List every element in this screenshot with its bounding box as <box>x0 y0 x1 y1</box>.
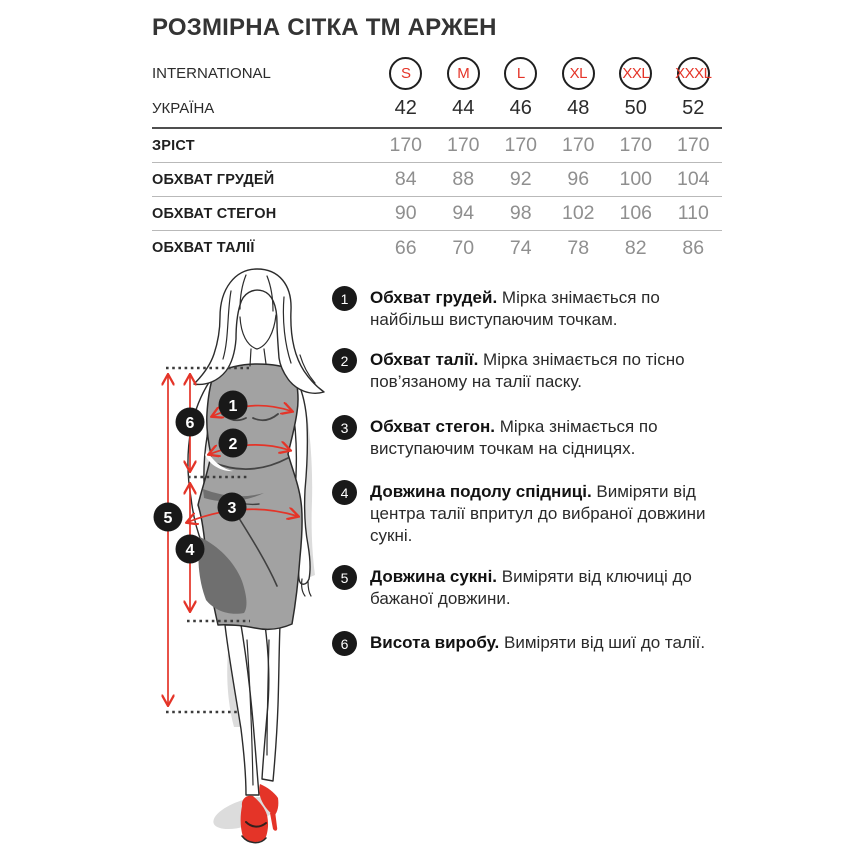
note-badge-1: 1 <box>332 286 357 311</box>
row-label: ОБХВАТ СТЕГОН <box>152 205 277 222</box>
table-cell: 82 <box>624 236 647 259</box>
svg-text:1: 1 <box>228 398 238 415</box>
size-badge-xl: XL <box>562 57 595 90</box>
page-title: РОЗМІРНА СІТКА ТМ АРЖЕН <box>152 14 497 41</box>
table-cell: 74 <box>509 236 532 259</box>
international-label: INTERNATIONAL <box>152 65 271 82</box>
leg <box>262 625 280 781</box>
ukraine-size: 44 <box>452 97 475 119</box>
note-badge-4: 4 <box>332 480 357 505</box>
table-cell: 88 <box>452 168 475 190</box>
table-cell: 90 <box>394 202 417 224</box>
table-cell: 78 <box>567 236 590 259</box>
size-badge-xxxl: XXXL <box>677 57 710 90</box>
figure-marker-1 <box>219 391 248 420</box>
table-row <box>152 197 722 231</box>
note-text: Довжина подолу спідниці. Виміряти від центра талії впритул до вибраної довжини сукні. <box>370 482 706 545</box>
svg-text:5: 5 <box>163 510 173 527</box>
table-cell: 100 <box>619 168 653 190</box>
table-cell: 84 <box>394 168 417 190</box>
table-cell: 98 <box>509 202 532 224</box>
table-cell: 66 <box>394 236 417 259</box>
figure-marker-3 <box>218 493 247 522</box>
ukraine-label: УКРАЇНА <box>152 100 215 117</box>
table-cell: 170 <box>389 134 423 156</box>
table-cell: 94 <box>452 202 475 224</box>
note-text: Обхват талії. Мірка знімається по тісно пов’язаному на талії паску. <box>370 350 685 391</box>
shoe-heel <box>270 811 277 831</box>
table-row <box>152 129 722 163</box>
table-cell: 110 <box>677 202 709 224</box>
svg-text:6: 6 <box>185 415 195 432</box>
face-outline <box>240 315 276 349</box>
note-item-1 <box>332 287 720 331</box>
ukraine-size: 50 <box>624 97 647 119</box>
size-badge-l: L <box>504 57 537 90</box>
ukraine-size: 46 <box>509 97 532 119</box>
table-cell: 170 <box>561 134 595 156</box>
leg <box>225 625 259 795</box>
figure-marker-6 <box>176 408 205 437</box>
row-label: ОБХВАТ ТАЛІЇ <box>152 240 255 256</box>
row-label: ЗРІСТ <box>152 137 195 154</box>
table-cell: 104 <box>676 168 710 190</box>
figure-marker-2 <box>219 429 248 458</box>
ukraine-size: 48 <box>567 97 590 119</box>
note-badge-3: 3 <box>332 415 357 440</box>
size-badge-s: S <box>389 57 422 90</box>
table-cell: 92 <box>509 168 532 190</box>
note-text: Висота виробу. Виміряти від шиї до талії. <box>370 633 706 652</box>
note-badge-6: 6 <box>332 631 357 656</box>
svg-text:2: 2 <box>228 436 238 453</box>
table-cell: 170 <box>619 134 653 156</box>
figure-marker-4 <box>176 535 205 564</box>
row-label: ОБХВАТ ГРУДЕЙ <box>152 171 275 188</box>
note-text: Обхват грудей. Мірка знімається по найбільш виступаючим точкам. <box>370 288 660 329</box>
note-badge-2: 2 <box>332 348 357 373</box>
size-badge-xxl: XXL <box>619 57 652 90</box>
note-item-3 <box>332 416 720 460</box>
measurements-table <box>152 127 722 265</box>
table-row <box>152 163 722 197</box>
table-cell: 106 <box>619 202 653 224</box>
table-cell: 170 <box>504 134 538 156</box>
size-header <box>152 56 722 126</box>
table-cell: 96 <box>567 168 590 190</box>
ukraine-size: 52 <box>682 97 705 119</box>
table-cell: 86 <box>682 236 705 259</box>
figure-illustration <box>140 255 332 850</box>
note-item-6 <box>332 632 720 656</box>
figure-marker-5 <box>154 503 183 532</box>
note-item-5 <box>332 566 720 610</box>
note-item-2 <box>332 349 720 393</box>
note-text: Довжина сукні. Виміряти від ключиці до бажаної довжини. <box>370 567 692 608</box>
svg-text:4: 4 <box>185 542 195 559</box>
table-cell: 102 <box>561 202 595 224</box>
note-badge-5: 5 <box>332 565 357 590</box>
ukraine-size: 42 <box>394 97 417 119</box>
note-text: Обхват стегон. Мірка знімається по виступаючим точкам на сідницях. <box>370 417 658 458</box>
table-cell: 170 <box>676 134 710 156</box>
table-cell: 70 <box>452 236 475 259</box>
table-cell: 170 <box>446 134 480 156</box>
size-badge-m: M <box>447 57 480 90</box>
note-item-4 <box>332 481 720 547</box>
svg-text:3: 3 <box>227 500 237 517</box>
